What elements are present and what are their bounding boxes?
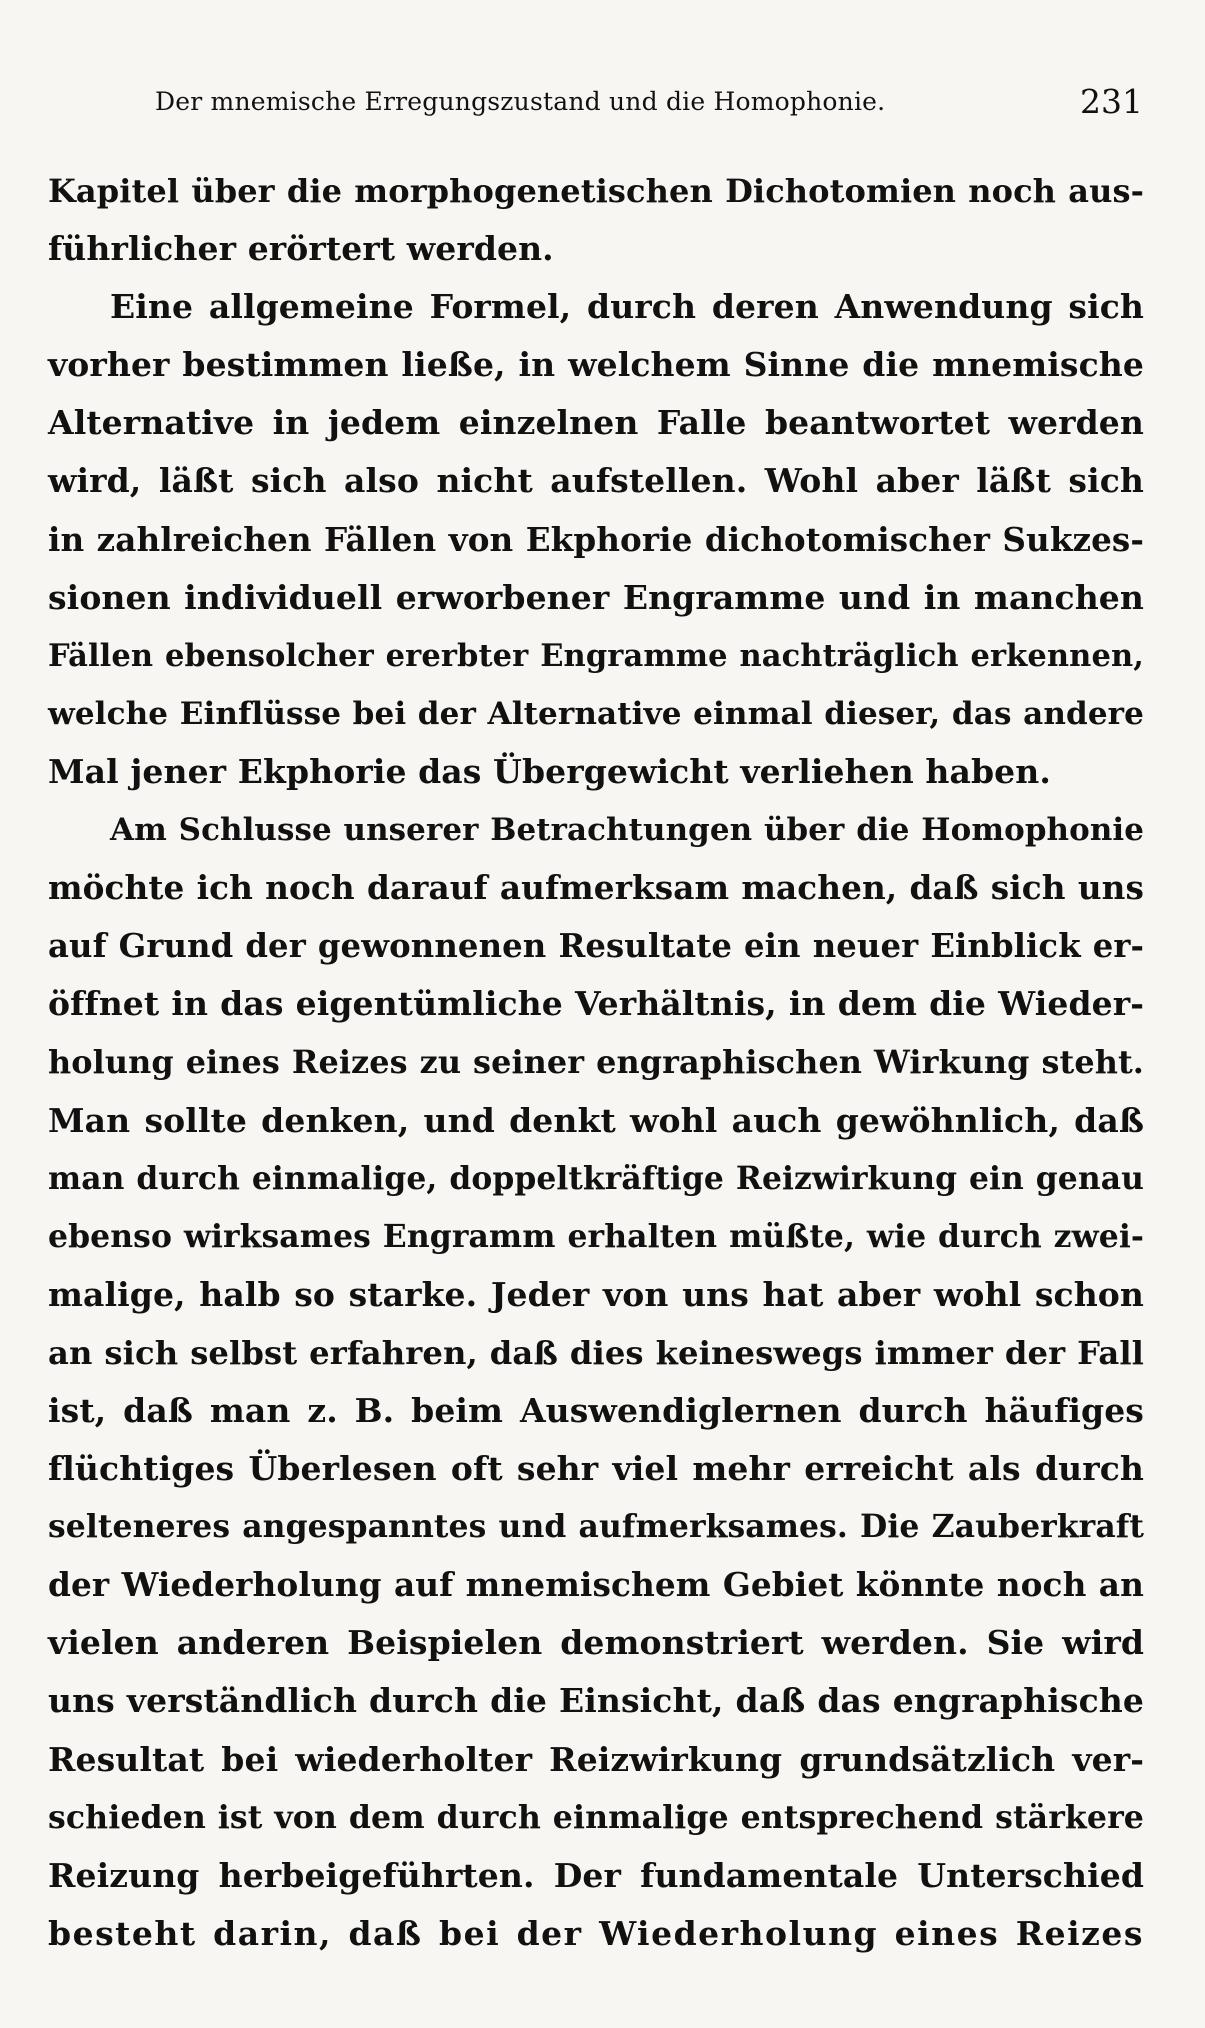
running-title: Der mnemische Erregungszustand und die Homophonie.: [155, 87, 886, 116]
text-line: uns verständlich durch die Einsicht, daß das engraphische: [48, 1681, 1144, 1721]
text-line: Am Schlusse unserer Betrachtungen über die Homophonie: [110, 812, 1144, 849]
text-line: führlicher erörtert werden.: [48, 229, 554, 269]
text-line: Eine allgemeine Formel, durch deren Anwendung sich: [110, 287, 1144, 327]
text-line: flüchtiges Überlesen oft sehr viel mehr erreicht als durch: [48, 1449, 1144, 1489]
text-line: ebenso wirksames Engramm erhalten müßte, wie durch zwei-: [48, 1217, 1144, 1255]
text-line: öffnet in das eigentümliche Verhältnis, in dem die Wieder-: [48, 984, 1144, 1024]
text-line: auf Grund der gewonnenen Resultate ein neuer Einblick er-: [48, 927, 1144, 966]
text-line: ist, daß man z. B. beim Auswendiglernen durch häufiges: [48, 1390, 1144, 1430]
text-line: sionen individuell erworbener Engramme und in manchen: [48, 577, 1144, 617]
text-line: besteht darin, daß bei der Wiederholung eines Reizes: [48, 1913, 1144, 1953]
text-line: Mal jener Ekphorie das Übergewicht verliehen haben.: [48, 751, 1051, 791]
page-number: 231: [1080, 82, 1143, 121]
text-line: Resultat bei wiederholter Reizwirkung grundsätzlich ver-: [48, 1739, 1144, 1779]
text-line: vielen anderen Beispielen demonstriert werden. Sie wird: [48, 1623, 1144, 1663]
text-line: vorher bestimmen ließe, in welchem Sinne die mnemische: [48, 345, 1144, 385]
text-line: wird, läßt sich also nicht aufstellen. Wohl aber läßt sich: [48, 461, 1144, 501]
text-line: welche Einflüsse bei der Alternative einmal dieser, das andere: [48, 695, 1144, 732]
text-line: Fällen ebensolcher ererbter Engramme nachträglich erkennen,: [48, 637, 1144, 674]
text-line: holung eines Reizes zu seiner engraphischen Wirkung steht.: [48, 1043, 1144, 1082]
body-text: [48, 162, 1144, 1963]
text-line: in zahlreichen Fällen von Ekphorie dichotomischer Sukzes-: [48, 519, 1144, 559]
text-line: Reizung herbeigeführten. Der fundamentale Unterschied: [48, 1855, 1144, 1895]
text-line: selteneres angespanntes und aufmerksames. Die Zauberkraft: [48, 1509, 1144, 1546]
text-line: man durch einmalige, doppeltkräftige Reizwirkung ein genau: [48, 1160, 1144, 1197]
text-line: Kapitel über die morphogenetischen Dichotomien noch aus-: [48, 172, 1144, 210]
text-line: Man sollte denken, und denkt wohl auch gewöhnlich, daß: [48, 1100, 1144, 1140]
text-line: Alternative in jedem einzelnen Falle beantwortet werden: [48, 403, 1144, 443]
text-line: möchte ich noch darauf aufmerksam machen, daß sich uns: [48, 868, 1144, 908]
text-line: der Wiederholung auf mnemischem Gebiet könnte noch an: [48, 1565, 1144, 1605]
running-head: [155, 78, 1143, 126]
text-line: malige, halb so starke. Jeder von uns hat aber wohl schon: [48, 1274, 1144, 1314]
text-line: schieden ist von dem durch einmalige entsprechend stärkere: [48, 1798, 1144, 1836]
text-line: an sich selbst erfahren, daß dies keineswegs immer der Fall: [48, 1333, 1144, 1372]
